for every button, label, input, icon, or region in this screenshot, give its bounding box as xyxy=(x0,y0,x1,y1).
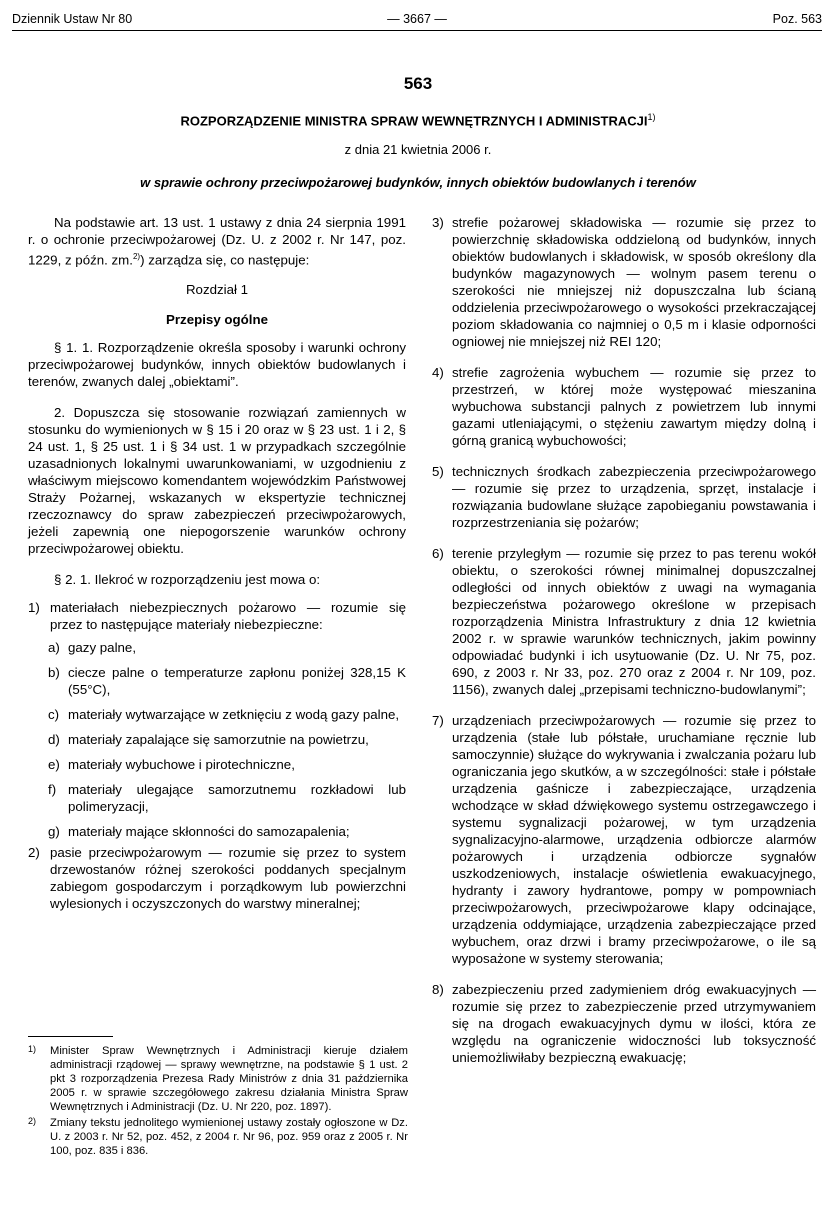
footnotes xyxy=(28,1044,408,1158)
subitem xyxy=(48,781,406,815)
subitem-letter: e) xyxy=(48,757,60,773)
subitem-text: ciecze palne o temperaturze zapłonu poniżej 328,15 K (55°C), xyxy=(68,665,406,698)
subitem-text: materiały zapalające się samorzutnie na powietrzu, xyxy=(68,732,369,748)
chapter-title: Przepisy ogólne xyxy=(166,312,268,328)
preamble-text-b: ) zarządza się, co następuje: xyxy=(140,252,310,268)
journal-name: Dziennik Ustaw Nr 80 xyxy=(12,12,133,26)
subitem-letter: f) xyxy=(48,782,57,798)
item-number: 8) xyxy=(432,982,444,997)
item-text: technicznych środkach zabezpieczenia przeciwpożarowego — rozumie się przez to urządzenia, sprzęt, instalacje i rozwiązania budowlane służące zapobieganiu powstawania i rozprzestrzeniania się pożarów; xyxy=(452,464,816,530)
subitem xyxy=(48,639,406,656)
subitem-list xyxy=(28,639,406,840)
item-number: 5) xyxy=(432,464,444,479)
item-number: 7) xyxy=(432,713,444,728)
definition-item xyxy=(432,981,816,1066)
subitem-text: gazy palne, xyxy=(68,640,137,656)
definition-item xyxy=(432,712,816,967)
right-column xyxy=(432,214,816,1066)
subitem-letter: g) xyxy=(48,824,60,840)
definition-item xyxy=(432,463,816,531)
subitem xyxy=(48,756,406,773)
subitem-text: materiały ulegające samorzutnemu rozkładowi lub polimeryzacji, xyxy=(68,782,406,815)
subitem-letter: b) xyxy=(48,665,60,681)
paragraph-1: § 1. 1. Rozporządzenie określa sposoby i warunki ochrony przeciwpożarowej budynków, innych obiektów budowlanych i terenów, zwanych dalej „obiektami”. xyxy=(28,340,406,390)
item-number: 2) xyxy=(28,845,40,861)
paragraph-2: 2. Dopuszcza się stosowanie rozwiązań zamiennych w stosunku do wymienionych w § 15 i 20 oraz w § 23 ust. 1 i 2, § 24 ust. 1, § 25 ust. 1 i § 34 ust. 1 w przypadkach szczególnie uzasadnionych lokalnymi uwarunkowaniami, w uzgodnieniu z właściwym miejscowo komendantem wojewódzkim Państwowej Straży Pożarnej, wskazanych w ekspertyzie technicznej rzeczoznawcy do spraw zabezpieczeń przeciwpożarowych, jeżeli zapewnią one niepogorszenie warunków ochrony przeciwpożarowej obiektu. xyxy=(28,405,406,557)
item-number: 3) xyxy=(432,215,444,230)
subitem xyxy=(48,823,406,840)
preamble-text-a: Na podstawie art. 13 ust. 1 ustawy z dnia 24 sierpnia 1991 r. o ochronie przeciwpożarowej (Dz. U. z 2002 r. Nr 147, poz. 1229, z późn. zm. xyxy=(28,215,406,268)
act-subject: w sprawie ochrony przeciwpożarowej budynków, innych obiektów budowlanych i terenów xyxy=(140,175,696,190)
definition-item-1 xyxy=(28,599,406,633)
subitem-text: materiały wytwarzające w zetknięciu z wodą gazy palne, xyxy=(68,707,400,723)
item-text: pasie przeciwpożarowym — rozumie się przez to system drzewostanów różnej szerokości poddanych specjalnym zabiegom gospodarczym i porządkowym lub powierzchni wylesionych i oczyszczonych do warstwy mineralnej; xyxy=(50,845,406,912)
item-number: 4) xyxy=(432,365,444,380)
item-number: 6) xyxy=(432,546,444,561)
definition-item xyxy=(432,214,816,350)
act-date: z dnia 21 kwietnia 2006 r. xyxy=(344,142,492,157)
page-header xyxy=(12,12,822,31)
footnote-text: Minister Spraw Wewnętrznych i Administracji kieruje działem administracji rządowej — sprawy wewnętrzne, na podstawie § 1 ust. 2 pkt 3 rozporządzenia Prezesa Rady Ministrów z dnia 31 października 2005 r. w sprawie szczegółowego zakresu działania Ministra Spraw Wewnętrznych i Administracji (Dz. U. Nr 220, poz. 1897). xyxy=(50,1045,408,1113)
footnote-ref-2: 2) xyxy=(132,252,141,261)
page-number: — 3667 — xyxy=(387,12,447,26)
subitem-letter: a) xyxy=(48,640,60,656)
item-text: strefie pożarowej składowiska — rozumie się przez to powierzchnię składowiska oddzieloną od budynków, innych obiektów budowlanych i składowisk, w sposób określony dla budynków magazynowych — wolnym pasem terenu o szerokości nie mniejszej niż dopuszczalna lub ścianą oddzielenia przeciwpożarowego o wysokości przekraczającej poziom składowania co najmniej o 0,5 m i klasie odporności ogniowej nie mniejszej niż REI 120; xyxy=(452,215,816,349)
definition-item xyxy=(432,545,816,698)
subitem-text: materiały wybuchowe i pirotechniczne, xyxy=(68,757,295,773)
subitem xyxy=(48,731,406,748)
subitem-letter: c) xyxy=(48,707,60,723)
chapter-heading: Rozdział 1 xyxy=(185,282,249,298)
footnote-text: Zmiany tekstu jednolitego wymienionej ustawy zostały ogłoszone w Dz. U. z 2003 r. Nr 52, poz. 452, z 2004 r. Nr 96, poz. 959 oraz z 2005 r. Nr 100, poz. 835 i 836. xyxy=(50,1117,408,1157)
subitem-letter: d) xyxy=(48,732,60,748)
act-number: 563 xyxy=(403,74,433,93)
act-title-text: ROZPORZĄDZENIE MINISTRA SPRAW WEWNĘTRZNYCH I ADMINISTRACJI xyxy=(180,113,648,129)
footnote-number: 2) xyxy=(28,1116,37,1126)
footnote-separator xyxy=(28,1036,113,1037)
item-number: 1) xyxy=(28,600,40,616)
subitem xyxy=(48,706,406,723)
footnote-ref-1: 1) xyxy=(647,112,656,122)
footnote xyxy=(28,1116,408,1158)
item-text: urządzeniach przeciwpożarowych — rozumie się przez to urządzenia (stałe lub półstałe, uruchamiane ręcznie lub samoczynnie) służące do wykrywania i zwalczania pożaru lub ograniczania jego skutków, a w szczególności: stałe i półstałe urządzenia gaśnicze i zabezpieczające, urządzenia wchodzące w skład dźwiękowego systemu ostrzegawczego i systemu sygnalizacji pożarowej, w tym urządzenia sygnalizacyjno-alarmowe, urządzenia odbiorcze alarmów pożarowych i urządzenia odbiorcze sygnałów uszkodzeniowych, instalacje oświetlenia ewakuacyjnego, hydranty i zawory hydrantowe, pompy w pompowniach przeciwpożarowych, przeciwpożarowe klapy odcinające, urządzenia oddymiające, urządzenia zabezpieczające przed wybuchem, oraz drzwi i bramy przeciwpożarowe, o ile są wyposażone w systemy sterowania; xyxy=(452,713,816,966)
subitem-text: materiały mające skłonności do samozapalenia; xyxy=(68,824,350,840)
definition-item-2 xyxy=(28,844,406,912)
item-text: zabezpieczeniu przed zadymieniem dróg ewakuacyjnych — rozumie się przez to zabezpieczenie przed utrzymywaniem się na drogach ewakuacyjnych dymu w ilości, która ze względu na ograniczenie widoczności lub toksyczność uniemożliwiłaby bezpieczną ewakuację; xyxy=(452,982,816,1065)
definition-item xyxy=(432,364,816,449)
item-text: materiałach niebezpiecznych pożarowo — rozumie się przez to następujące materiały niebezpieczne: xyxy=(50,600,406,633)
act-title xyxy=(0,112,836,128)
position-number: Poz. 563 xyxy=(772,12,822,26)
item-text: terenie przyległym — rozumie się przez to pas terenu wokół obiektu, o szerokości równej minimalnej dopuszczalnej odległości od innych obiektów z uwagi na wymagania bezpieczeństwa pożarowego określone w przepisach rozporządzenia Ministra Infrastruktury z dnia 12 kwietnia 2002 r. w sprawie warunków technicznych, jakim powinny odpowiadać budynki i ich usytuowanie (Dz. U. Nr 75, poz. 690, z 2003 r. Nr 33, poz. 270 oraz z 2004 r. Nr 109, poz. 1156), zwanych dalej „przepisami techniczno-budowlanymi”; xyxy=(452,546,816,697)
subitem xyxy=(48,664,406,698)
paragraph-3: § 2. 1. Ilekroć w rozporządzeniu jest mowa o: xyxy=(54,572,321,588)
preamble xyxy=(28,214,406,268)
item-text: strefie zagrożenia wybuchem — rozumie się przez to przestrzeń, w której może występować mieszanina wybuchowa substancji palnych z powietrzem lub innymi gazami utleniającymi, o stężeniu zawartym między dolną i górną granicą wybuchowości; xyxy=(452,365,816,448)
footnote-number: 1) xyxy=(28,1044,37,1054)
left-column xyxy=(28,214,406,912)
footnote xyxy=(28,1044,408,1114)
